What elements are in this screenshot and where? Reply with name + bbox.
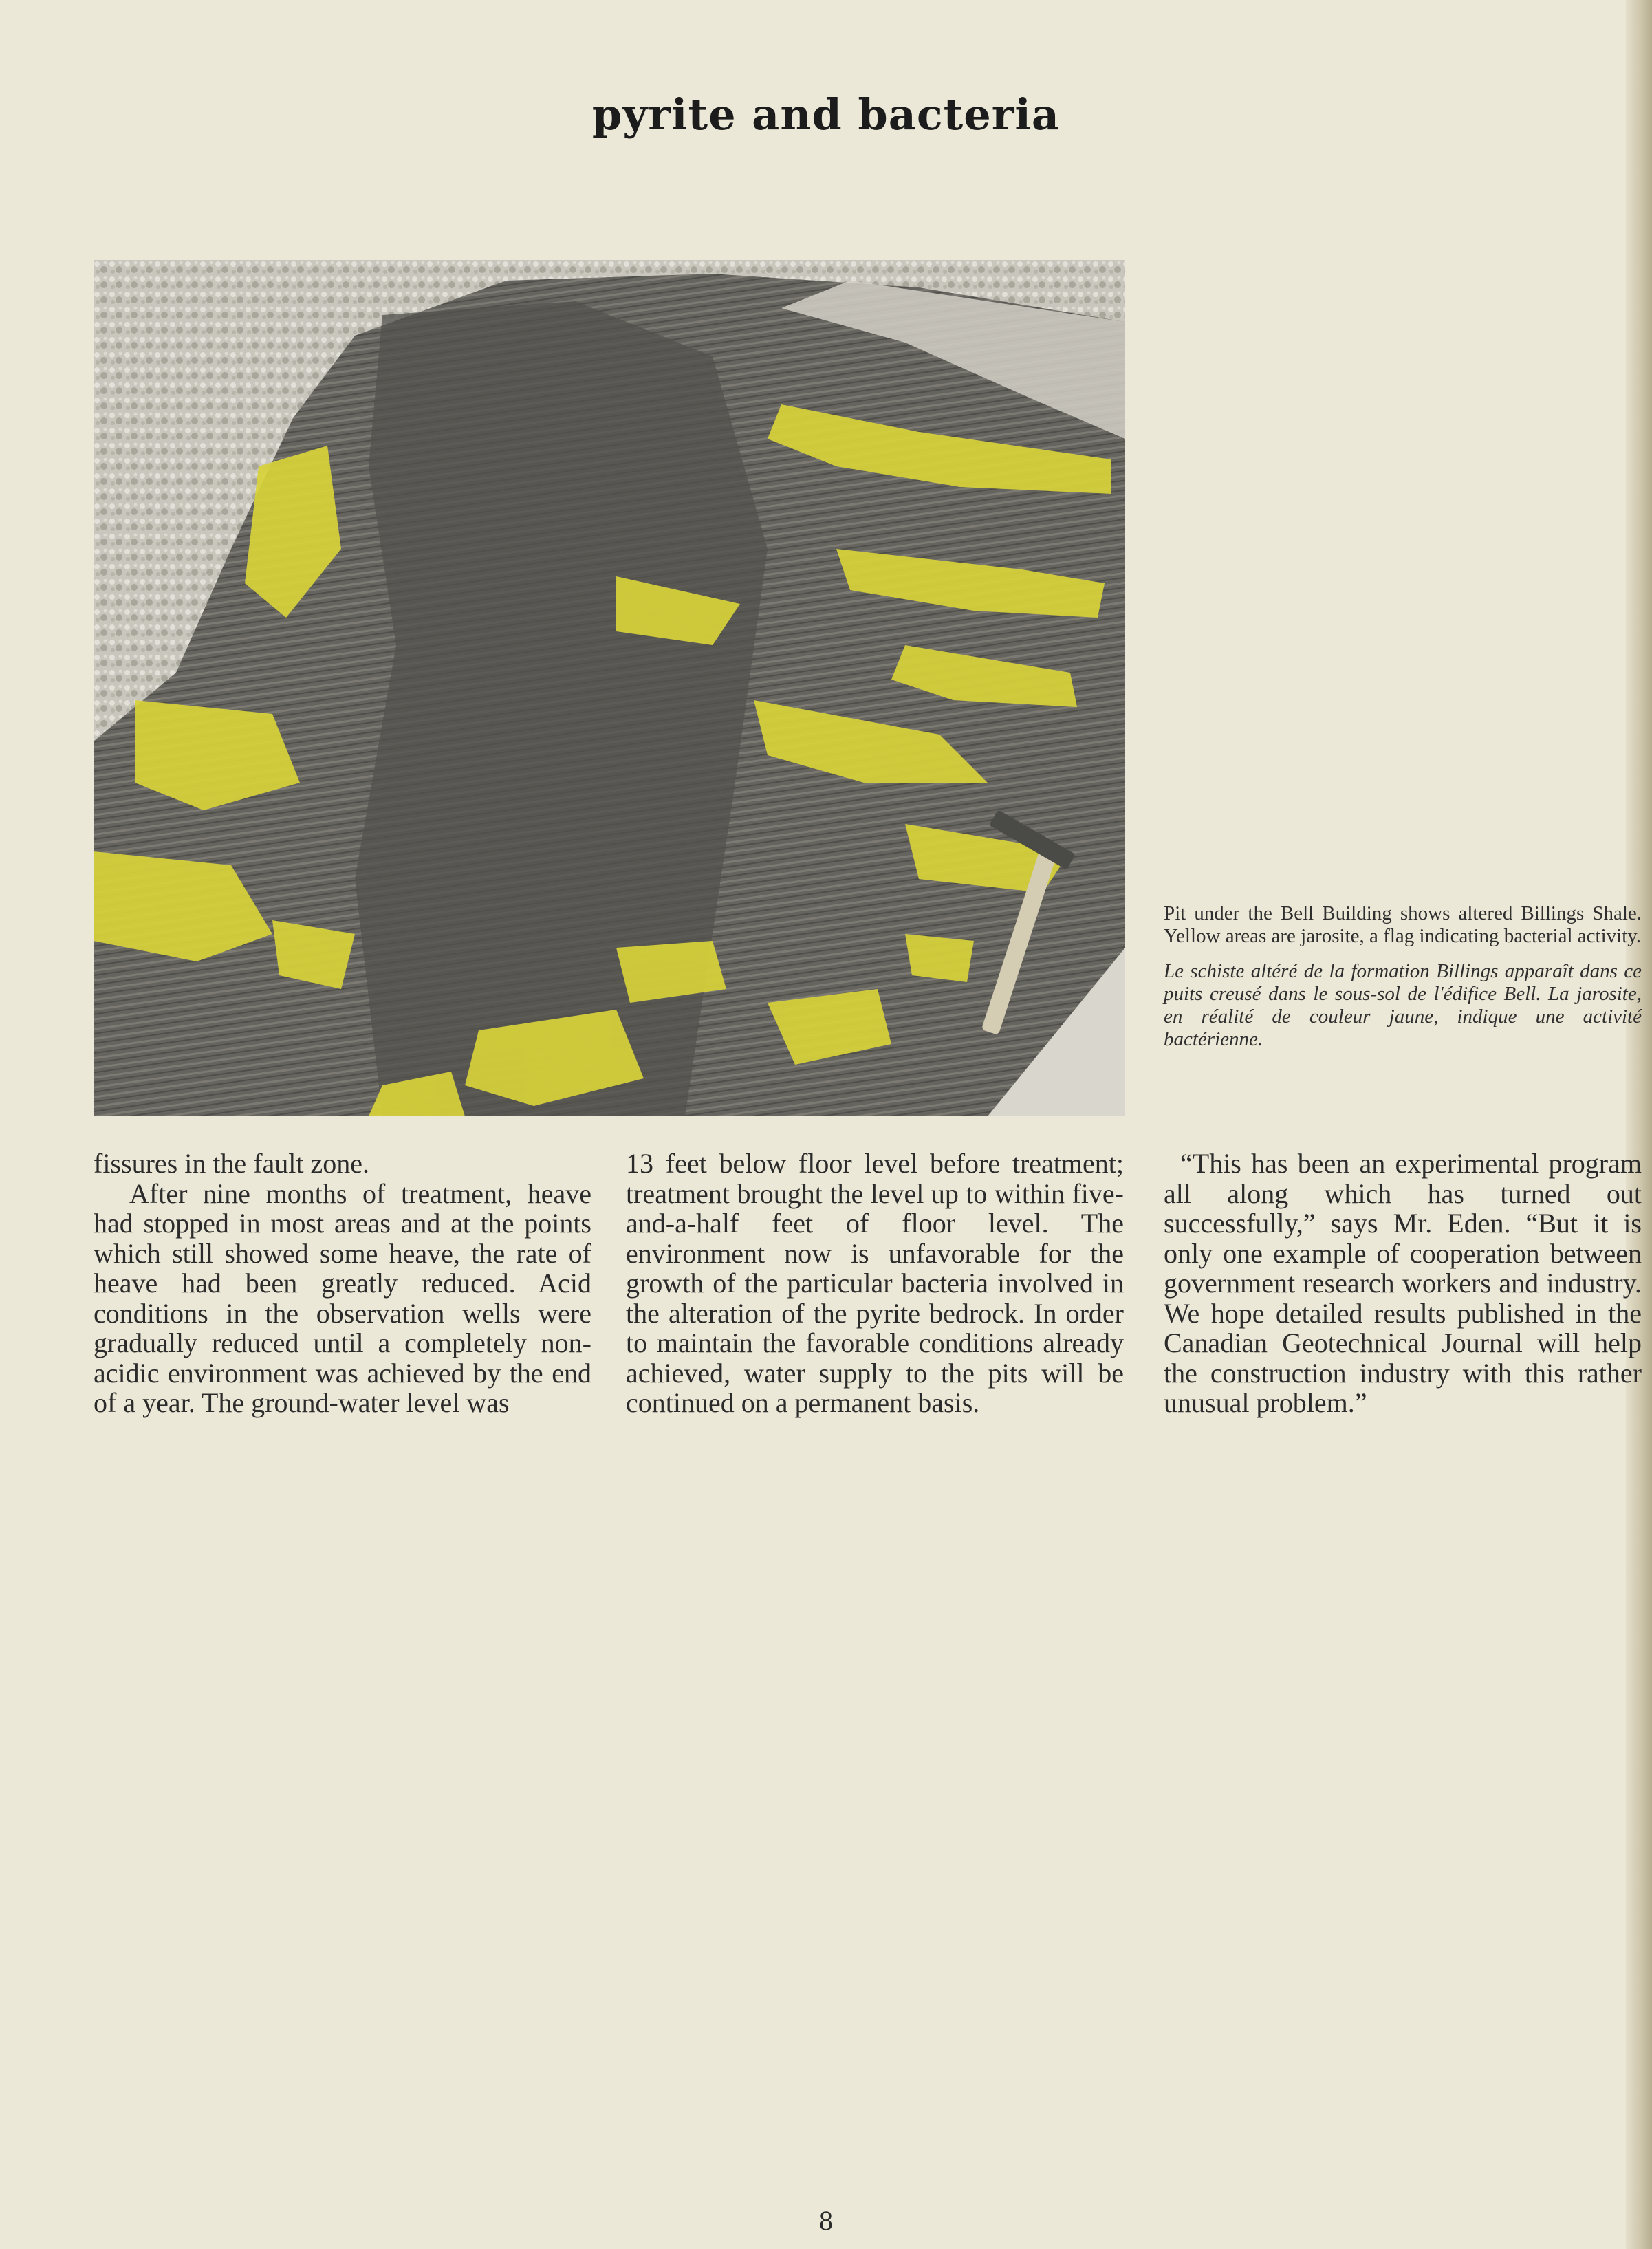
col1-paragraph-2: After nine months of treatment, heave had stopped in most areas and at the points which still showed some heave, the rate of heave had been greatly reduced. Acid conditions in the observation wells were gradually reduced until a completely non-acidic environment was achieved by the end of a year. The ground-water level was	[94, 1177, 591, 1418]
photo-caption	[1164, 902, 1642, 1051]
col3-paragraph-1: “This has been an experimental program all along which has turned out successfully,” says Mr. Eden. “But it is only one example of cooperation between government research workers and industry. We hope detailed results published in the Canadian Geotechnical Journal will help the construction industry with this rather unusual problem.”	[1164, 1148, 1642, 1418]
page-gutter-shadow	[1626, 0, 1652, 2249]
col1-paragraph-1: fissures in the fault zone.	[94, 1148, 369, 1179]
text-column-2	[626, 1149, 1124, 1418]
text-column-1	[94, 1149, 591, 1418]
text-column-3	[1164, 1149, 1642, 1418]
caption-english: Pit under the Bell Building shows altered Billings Shale. Yellow areas are jarosite, a flag indicating bacterial activity.	[1164, 902, 1642, 947]
jarosite-pit-photo	[94, 260, 1125, 1116]
col2-paragraph-1: 13 feet below floor level before treatment; treatment brought the level up to within five-and-a-half feet of floor level. The environment now is unfavorable for the growth of the particular bacteria involved in the alteration of the pyrite bedrock. In order to maintain the favorable conditions already achieved, water supply to the pits will be continued on a permanent basis.	[626, 1148, 1124, 1418]
page-number: 8	[819, 2205, 833, 2236]
page-title: pyrite and bacteria	[591, 89, 1061, 140]
caption-french: Le schiste altéré de la formation Billings apparaît dans ce puits creusé dans le sous-sol de l'édifice Bell. La jarosite, en réalité de couleur jaune, indique une activité bactérienne.	[1164, 960, 1642, 1050]
